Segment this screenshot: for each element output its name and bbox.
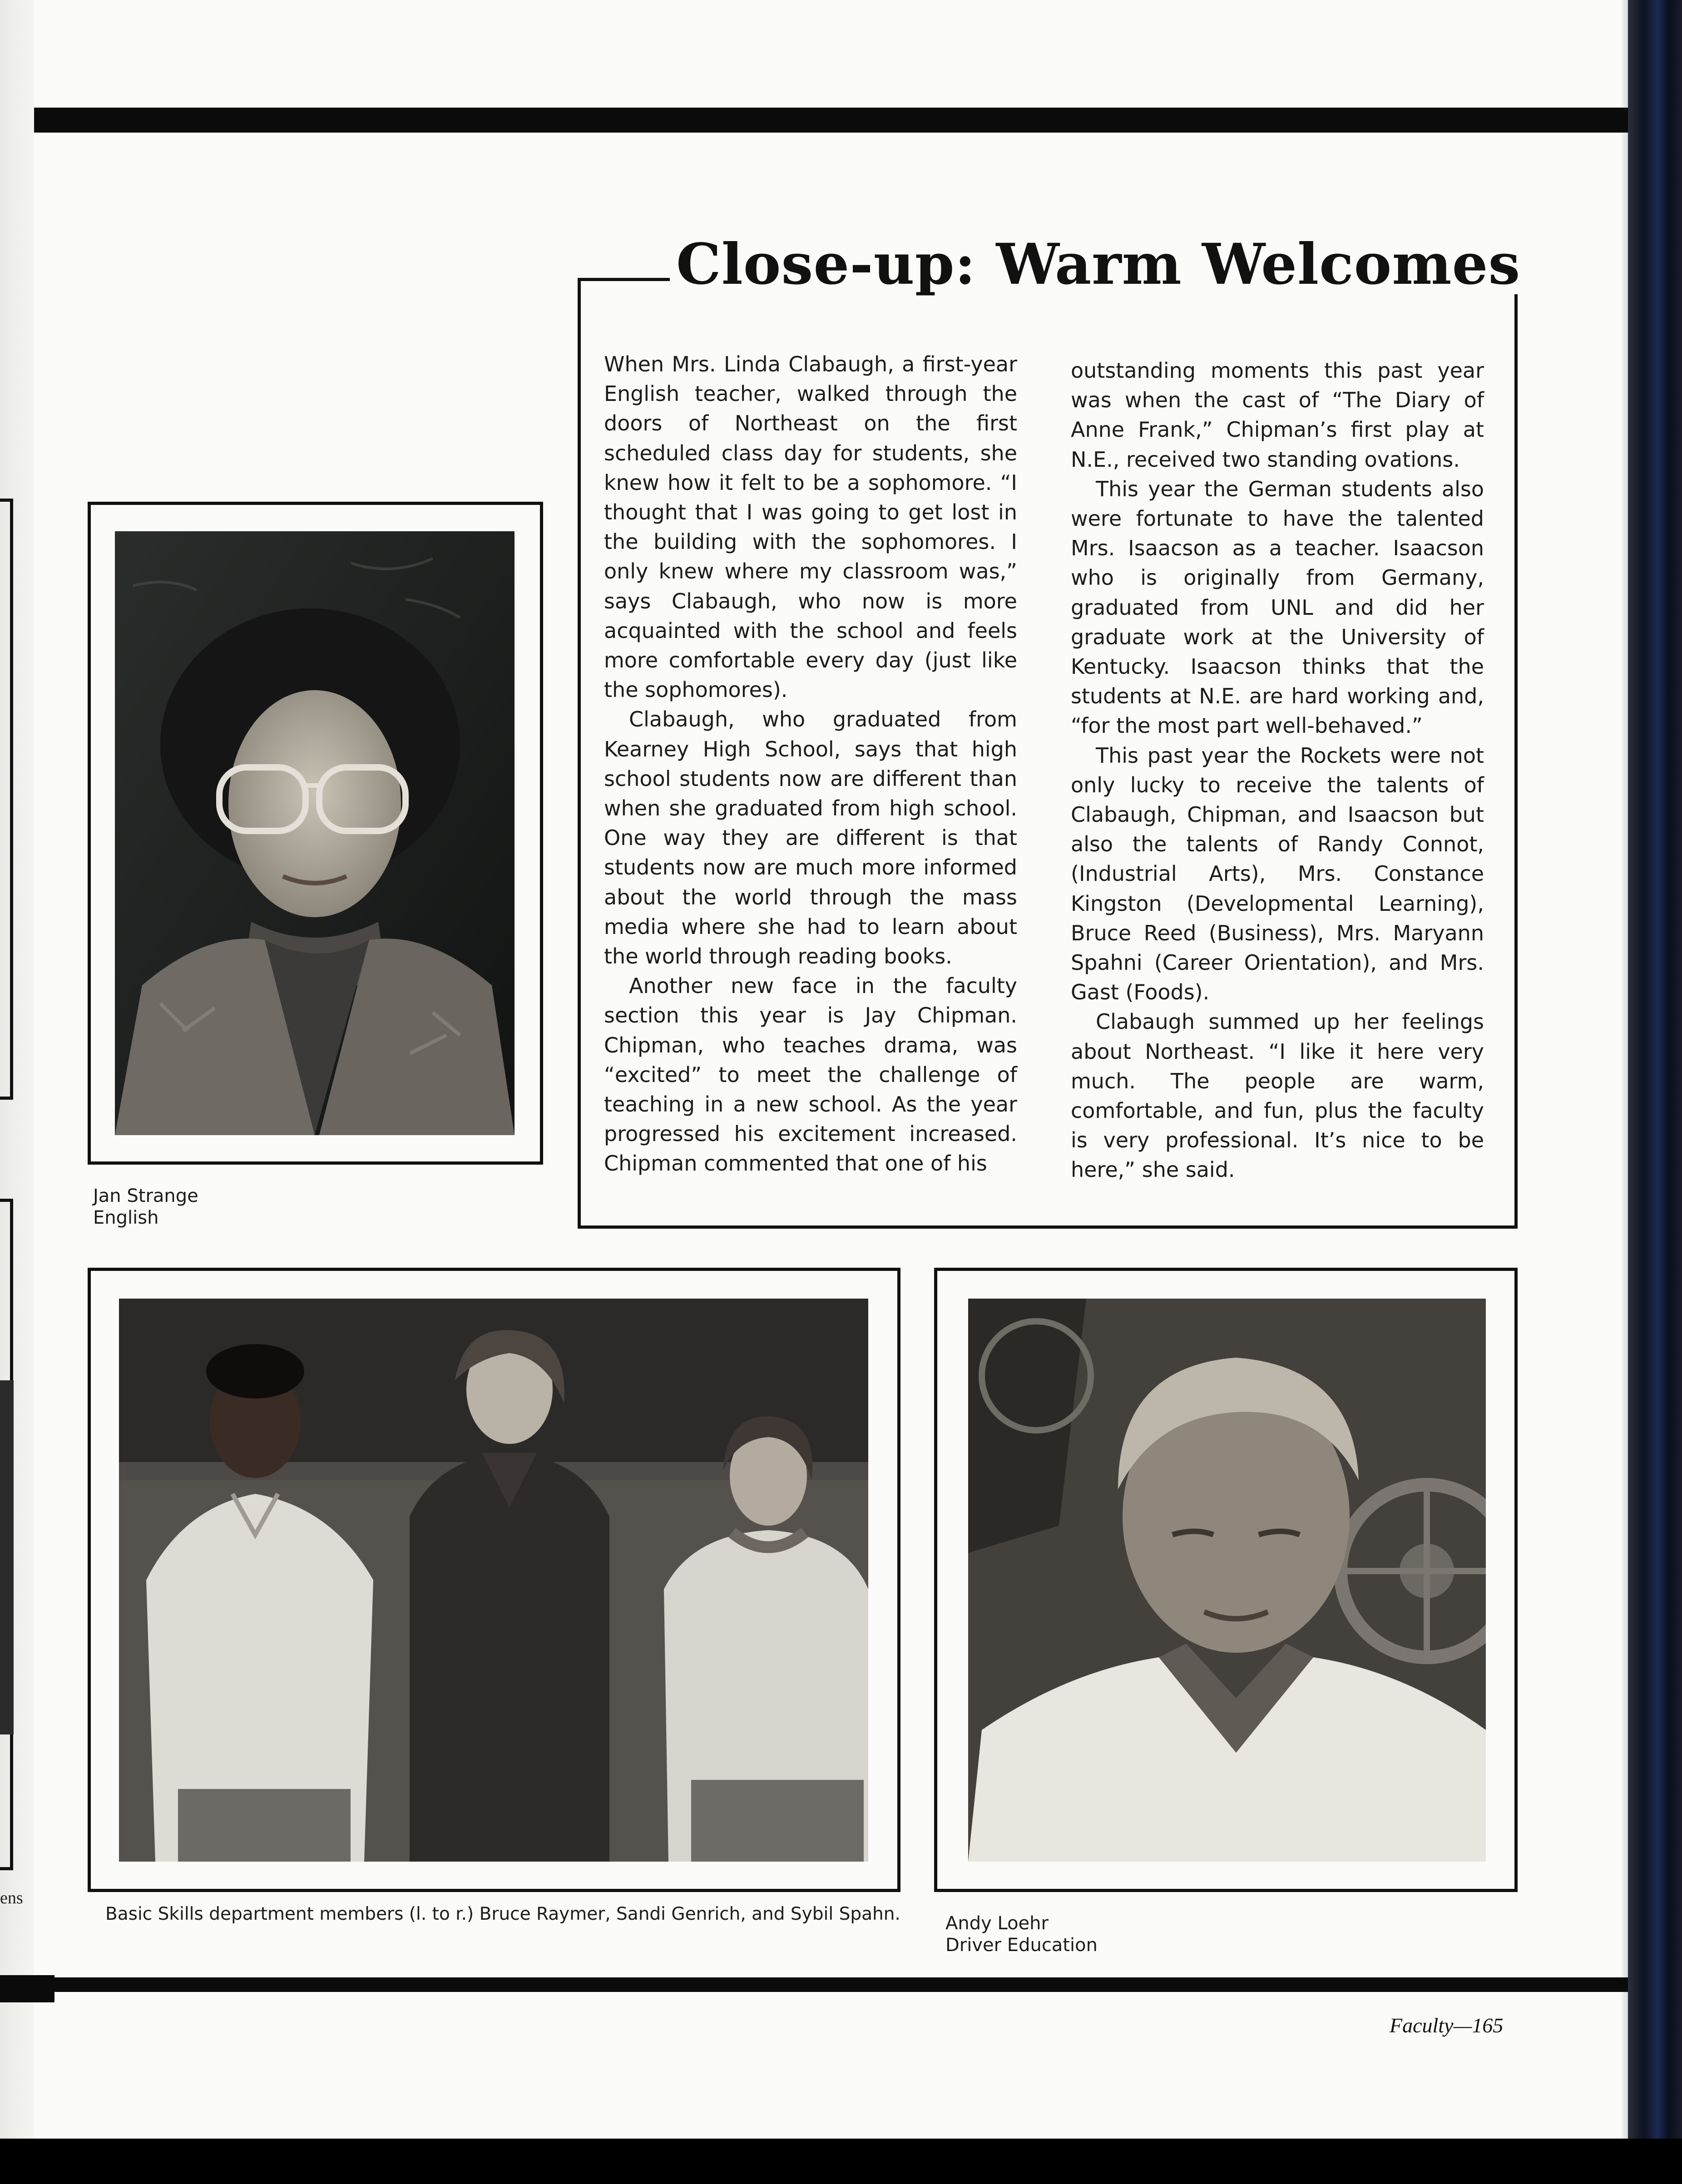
- portrait-photo-image: [115, 531, 514, 1135]
- page-folio: Faculty—165: [1390, 2014, 1504, 2037]
- left-page-rule: [0, 1975, 54, 2002]
- article-paragraph: Clabaugh summed up her feelings about Northeast. “I like it here very much. The people are warm, comfortable, and fun, plus the faculty is very professional. It’s nice to be here,” she said.: [1071, 1009, 1484, 1182]
- scan-bottom-edge: [0, 2139, 1682, 2184]
- portrait-photo-loehr: [968, 1299, 1486, 1862]
- caption-strange-name: Jan Strange: [93, 1186, 198, 1206]
- article-paragraph: This year the German students also were fortunate to have the talented Mrs. Isaacson as a teacher. Isaacson who is originally from Germany, graduated from UNL and did her graduate work at the University of Kentucky. Isaacson thinks that the students at N.E. are hard working and, “for the most part well-behaved.”: [1071, 476, 1484, 738]
- caption-loehr-name: Andy Loehr: [945, 1913, 1049, 1934]
- article-paragraph: Clabaugh, who graduated from Kearney High School, says that high school students now are different than when she graduated from high school. One way they are different is that students now are much more informed about the world through the mass media where she had to learn about the world through reading books.: [604, 707, 1017, 969]
- article-column-2: [1071, 356, 1484, 1185]
- bottom-rule: [34, 1977, 1628, 1992]
- portrait-photo-strange: [115, 531, 514, 1135]
- article-paragraph: outstanding moments this past year was when the cast of “The Diary of Anne Frank,” Chipman’s first play at N.E., received two standing ovations.: [1071, 358, 1484, 472]
- left-page-frame-upper: [0, 499, 13, 1100]
- portrait-photo-loehr-image: [968, 1299, 1486, 1862]
- left-page-caption-fragment: ens: [0, 1888, 23, 1907]
- caption-strange-department: English: [93, 1207, 159, 1228]
- group-photo-image: [119, 1299, 868, 1862]
- caption-basic-skills: Basic Skills department members (l. to r.) Bruce Raymer, Sandi Genrich, and Sybil Spahn.: [105, 1904, 900, 1924]
- article-paragraph: This past year the Rockets were not only lucky to receive the talents of Clabaugh, Chipman, and Isaacson but also the talents of Randy Connot, (Industrial Arts), Mrs. Constance Kingston (Developmental Learning), Bruce Reed (Business), Mrs. Maryann Spahni (Career Orientation), and Mrs. Gast (Foods).: [1071, 743, 1484, 1005]
- article-headline: Close-up: Warm Welcomes: [670, 235, 1527, 294]
- binding-edge: [1628, 0, 1682, 2184]
- article-paragraph: When Mrs. Linda Clabaugh, a first-year English teacher, walked through the doors of Northeast on the first scheduled class day for students, she knew how it felt to be a sophomore. “I thought that I was going to get lost in the building with the sophomores. I only knew where my classroom was,” says Clabaugh, who now is more acquainted with the school and feels more comfortable every day (just like the sophomores).: [604, 352, 1017, 702]
- group-photo-basic-skills: [119, 1299, 868, 1862]
- caption-loehr-department: Driver Education: [945, 1935, 1098, 1956]
- article-column-1: [604, 350, 1017, 1179]
- top-rule: [34, 108, 1628, 133]
- left-page-photo-edge: [0, 1380, 14, 1734]
- article-paragraph: Another new face in the faculty section this year is Jay Chipman. Chipman, who teaches drama, was “excited” to meet the challenge of teaching in a new school. As the year progressed his excitement increased. Chipman commented that one of his: [604, 973, 1017, 1176]
